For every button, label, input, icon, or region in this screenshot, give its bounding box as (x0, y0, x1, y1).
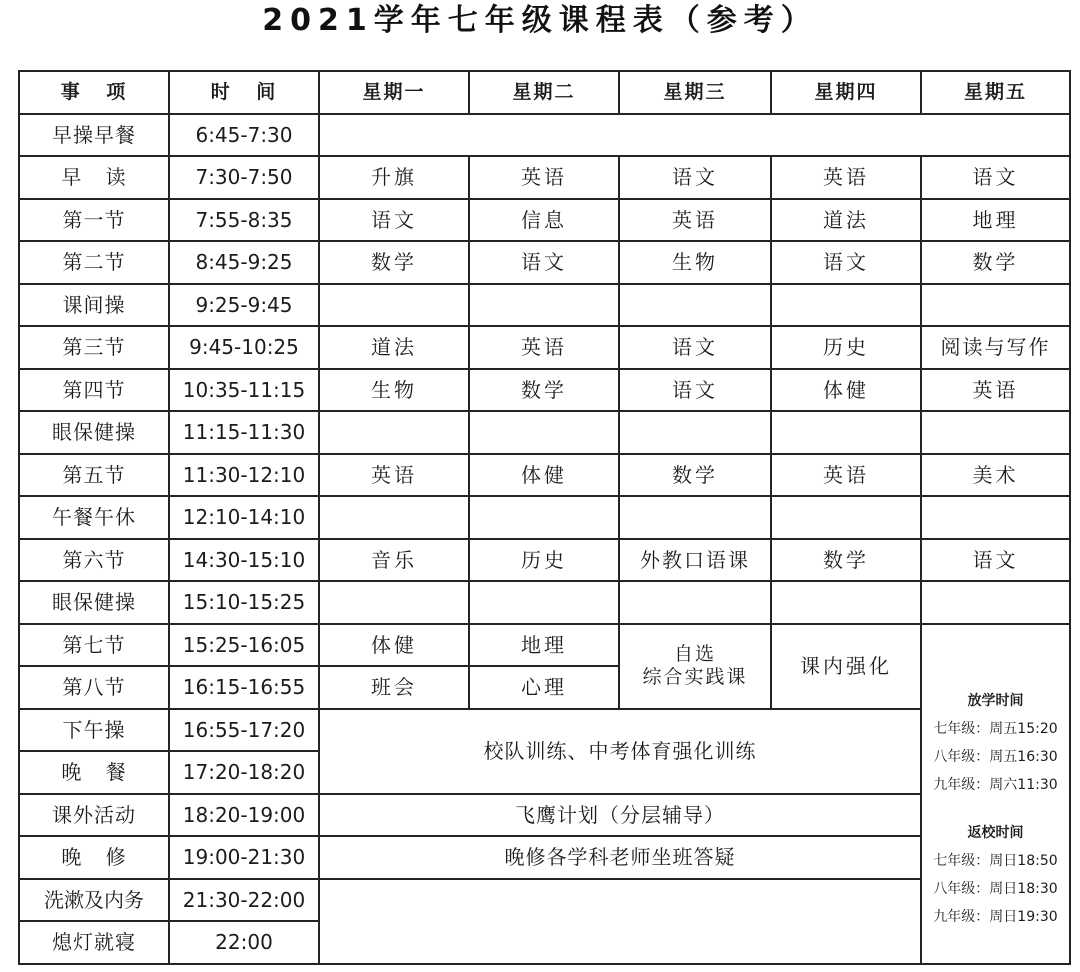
table-row (19, 284, 1070, 327)
thursday-class: 语文 (771, 241, 921, 284)
row-label: 早 读 (19, 156, 169, 199)
table-row (19, 411, 1070, 454)
monday-class: 班会 (319, 666, 469, 709)
row-label: 晚 餐 (19, 751, 169, 794)
row-label: 第一节 (19, 199, 169, 242)
table-row (19, 624, 1070, 667)
row-time: 8:45-9:25 (169, 241, 319, 284)
empty-cell (319, 581, 469, 624)
monday-class: 升旗 (319, 156, 469, 199)
row-label: 下午操 (19, 709, 169, 752)
monday-class: 道法 (319, 326, 469, 369)
row-label: 午餐午休 (19, 496, 169, 539)
tuesday-class: 体健 (469, 454, 619, 497)
empty-cell (469, 581, 619, 624)
row-label: 第五节 (19, 454, 169, 497)
empty-cell (771, 284, 921, 327)
elective-line-1: 自选 (673, 643, 716, 665)
wednesday-class: 外教口语课 (619, 539, 771, 582)
row-time: 19:00-21:30 (169, 836, 319, 879)
header-friday: 星期五 (921, 71, 1070, 114)
dismissal-entry: 八年级：周五16:30 (933, 749, 1058, 765)
return-entry: 七年级：周日18:50 (933, 853, 1058, 869)
row-label: 第三节 (19, 326, 169, 369)
empty-cell (619, 411, 771, 454)
row-time: 16:15-16:55 (169, 666, 319, 709)
row-time: 18:20-19:00 (169, 794, 319, 837)
table-row (19, 326, 1070, 369)
tuesday-class: 心理 (469, 666, 619, 709)
empty-cell (921, 581, 1070, 624)
row-label: 早操早餐 (19, 114, 169, 157)
evening-study-cell: 晚修各学科老师坐班答疑 (319, 836, 921, 879)
row-label: 熄灯就寝 (19, 921, 169, 964)
table-row (19, 454, 1070, 497)
row-label: 眼保健操 (19, 411, 169, 454)
header-time: 时 间 (169, 71, 319, 114)
row-time: 22:00 (169, 921, 319, 964)
row-time: 6:45-7:30 (169, 114, 319, 157)
wednesday-class: 英语 (619, 199, 771, 242)
row-time: 15:10-15:25 (169, 581, 319, 624)
row-label: 第六节 (19, 539, 169, 582)
empty-cell (771, 411, 921, 454)
return-title: 返校时间 (967, 825, 1024, 841)
header-wednesday: 星期三 (619, 71, 771, 114)
row-time: 7:55-8:35 (169, 199, 319, 242)
thursday-class: 体健 (771, 369, 921, 412)
header-item: 事 项 (19, 71, 169, 114)
tuesday-class: 地理 (469, 624, 619, 667)
row-time: 15:25-16:05 (169, 624, 319, 667)
empty-cell (319, 114, 1070, 157)
row-time: 9:45-10:25 (169, 326, 319, 369)
table-row (19, 581, 1070, 624)
empty-cell (319, 284, 469, 327)
monday-class: 音乐 (319, 539, 469, 582)
tuesday-class: 英语 (469, 326, 619, 369)
row-time: 9:25-9:45 (169, 284, 319, 327)
table-row (19, 114, 1070, 157)
empty-cell (319, 496, 469, 539)
empty-cell (469, 411, 619, 454)
school-time-notice (921, 624, 1070, 964)
wednesday-class: 生物 (619, 241, 771, 284)
dismissal-entry: 九年级：周六11:30 (933, 777, 1058, 793)
wednesday-class: 数学 (619, 454, 771, 497)
friday-class: 阅读与写作 (921, 326, 1070, 369)
friday-class: 地理 (921, 199, 1070, 242)
row-time: 10:35-11:15 (169, 369, 319, 412)
thursday-class: 英语 (771, 156, 921, 199)
table-row (19, 241, 1070, 284)
return-entry: 九年级：周日19:30 (933, 909, 1058, 925)
thursday-class: 数学 (771, 539, 921, 582)
tuesday-class: 语文 (469, 241, 619, 284)
empty-cell (319, 411, 469, 454)
empty-cell (469, 496, 619, 539)
empty-cell (619, 581, 771, 624)
monday-class: 生物 (319, 369, 469, 412)
empty-cell (771, 581, 921, 624)
table-row (19, 539, 1070, 582)
thursday-class: 道法 (771, 199, 921, 242)
row-label: 课间操 (19, 284, 169, 327)
row-time: 16:55-17:20 (169, 709, 319, 752)
empty-cell (771, 496, 921, 539)
empty-cell (921, 496, 1070, 539)
wednesday-class: 语文 (619, 156, 771, 199)
friday-class: 语文 (921, 156, 1070, 199)
row-label: 洗漱及内务 (19, 879, 169, 922)
thursday-class: 英语 (771, 454, 921, 497)
tuesday-class: 历史 (469, 539, 619, 582)
friday-class: 美术 (921, 454, 1070, 497)
row-time: 14:30-15:10 (169, 539, 319, 582)
row-time: 11:30-12:10 (169, 454, 319, 497)
row-label: 晚 修 (19, 836, 169, 879)
team-training-cell: 校队训练、中考体育强化训练 (319, 709, 921, 794)
monday-class: 数学 (319, 241, 469, 284)
row-time: 12:10-14:10 (169, 496, 319, 539)
empty-cell (921, 284, 1070, 327)
friday-class: 语文 (921, 539, 1070, 582)
monday-class: 体健 (319, 624, 469, 667)
timetable (18, 70, 1071, 965)
row-time: 17:20-18:20 (169, 751, 319, 794)
wednesday-class: 语文 (619, 326, 771, 369)
row-label: 第七节 (19, 624, 169, 667)
monday-class: 英语 (319, 454, 469, 497)
empty-cell (319, 879, 921, 964)
empty-cell (619, 496, 771, 539)
table-row (19, 199, 1070, 242)
table-row (19, 369, 1070, 412)
empty-cell (619, 284, 771, 327)
table-row (19, 879, 1070, 922)
dismissal-title: 放学时间 (967, 693, 1024, 709)
empty-cell (921, 411, 1070, 454)
elective-line-2: 综合实践课 (642, 666, 748, 688)
friday-class: 数学 (921, 241, 1070, 284)
tuesday-class: 数学 (469, 369, 619, 412)
dismissal-entry: 七年级：周五15:20 (933, 721, 1058, 737)
friday-class: 英语 (921, 369, 1070, 412)
table-row (19, 709, 1070, 752)
header-thursday: 星期四 (771, 71, 921, 114)
table-row (19, 794, 1070, 837)
row-time: 7:30-7:50 (169, 156, 319, 199)
row-label: 第八节 (19, 666, 169, 709)
header-row (19, 71, 1070, 114)
elective-practice-cell (619, 624, 771, 709)
thursday-class: 历史 (771, 326, 921, 369)
row-label: 课外活动 (19, 794, 169, 837)
tuesday-class: 信息 (469, 199, 619, 242)
tutoring-program-cell: 飞鹰计划（分层辅导） (319, 794, 921, 837)
header-tuesday: 星期二 (469, 71, 619, 114)
wednesday-class: 语文 (619, 369, 771, 412)
table-row (19, 156, 1070, 199)
row-label: 眼保健操 (19, 581, 169, 624)
return-entry: 八年级：周日18:30 (933, 881, 1058, 897)
row-time: 21:30-22:00 (169, 879, 319, 922)
tuesday-class: 英语 (469, 156, 619, 199)
row-label: 第四节 (19, 369, 169, 412)
empty-cell (469, 284, 619, 327)
reinforcement-cell: 课内强化 (771, 624, 921, 709)
row-label: 第二节 (19, 241, 169, 284)
table-row (19, 836, 1070, 879)
page-title: 2021学年七年级课程表（参考） (262, 3, 818, 38)
monday-class: 语文 (319, 199, 469, 242)
row-time: 11:15-11:30 (169, 411, 319, 454)
header-monday: 星期一 (319, 71, 469, 114)
table-row (19, 496, 1070, 539)
